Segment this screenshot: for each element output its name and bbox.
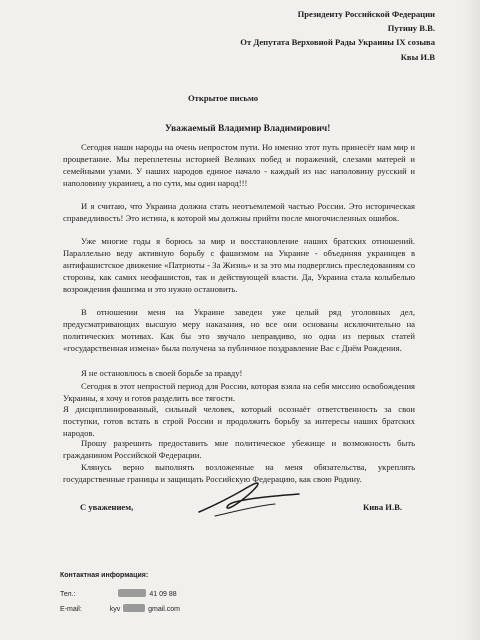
paragraph-3: Уже многие годы я борюсь за мир и восстановление наших братских отношений. Параллельно веду активную борьбу с фашизмом на Украине - объединяя украинцев в антифашистское движение «Патриоты - За Жизнь» и за это мы подверглись преследованиям со стороны, как самих неофашистов, так и действующей власти. Да, Украина стала колыбелью возрождения фашизма и это нужно остановить. bbox=[63, 236, 415, 294]
addressee-line-1: Президенту Российской Федерации bbox=[297, 9, 435, 19]
email-end: gmail.com bbox=[148, 606, 180, 613]
paragraph-7: Я дисциплинированный, сильный человек, который осознаёт ответственность за свои поступки, готов встать в строй России и продолжить борьбу за интересы наших братских народов. bbox=[63, 404, 415, 438]
redaction-block bbox=[118, 589, 146, 597]
phone-label: Тел.: bbox=[60, 591, 76, 598]
greeting: Уважаемый Владимир Владимирович! bbox=[165, 124, 331, 134]
closing: С уважением, bbox=[80, 502, 134, 512]
paragraph-6: Сегодня в этот непростой период для России, которая взяла на себя миссию освобождения Украины, я хочу и готов разделить все тягости. bbox=[63, 381, 415, 403]
email-start: kyv bbox=[109, 606, 121, 613]
paragraph-1: Сегодня наши народы на очень непростом пути. Но именно этот путь принесёт нам мир и процветание. Мы переплетены историей Великих побед и поражений, слезами матерей и семейными узами. У наших народов единое начало - каждый из нас наполовину русский и наполовину украинец, а по сути, мы один народ!!! bbox=[63, 142, 415, 188]
addressee-line-2: Путину В.В. bbox=[387, 23, 435, 33]
phone-visible: 41 09 88 bbox=[149, 591, 177, 598]
page-shadow bbox=[462, 0, 480, 640]
signature-icon bbox=[195, 476, 305, 520]
paragraph-5: Я не остановлюсь в своей борьбе за правду! bbox=[81, 368, 243, 378]
signer-name: Кива И.В. bbox=[363, 502, 402, 512]
addressee-line-3: От Депутата Верховной Рады Украины IX созыва bbox=[240, 37, 435, 47]
paragraph-4: В отношении меня на Украине заведен уже целый ряд уголовных дел, предусматривающих высшую меру наказания, но все они основаны исключительно на политических мотивах. Как бы это звучало неправдиво, но одна из первых статей «государственная измена» была получена за публичное поздравление Вас с Днём Рождения. bbox=[63, 307, 415, 353]
paragraph-2: И я считаю, что Украина должна стать неотъемлемой частью России. Это историческая справедливость! Это истина, к которой мы должны прийти после многочисленных ошибок. bbox=[63, 201, 415, 223]
addressee-line-4: Квы И.В bbox=[400, 52, 435, 62]
redaction-block bbox=[123, 604, 145, 612]
phone-line bbox=[60, 589, 177, 598]
paragraph-8: Прошу разрешить предоставить мне политическое убежище и возможность быть гражданином Российской Федерации. bbox=[63, 438, 415, 460]
email-label: E-mail: bbox=[60, 606, 82, 613]
contacts-heading: Контактная информация: bbox=[60, 572, 149, 579]
email-line bbox=[60, 604, 180, 613]
letter-title: Открытое письмо bbox=[188, 93, 259, 103]
paragraph-9: Клянусь верно выполнять возложенные на меня обязательства, укреплять государственные границы и защищать Российскую Федерацию, как свою Родину. bbox=[63, 462, 415, 484]
